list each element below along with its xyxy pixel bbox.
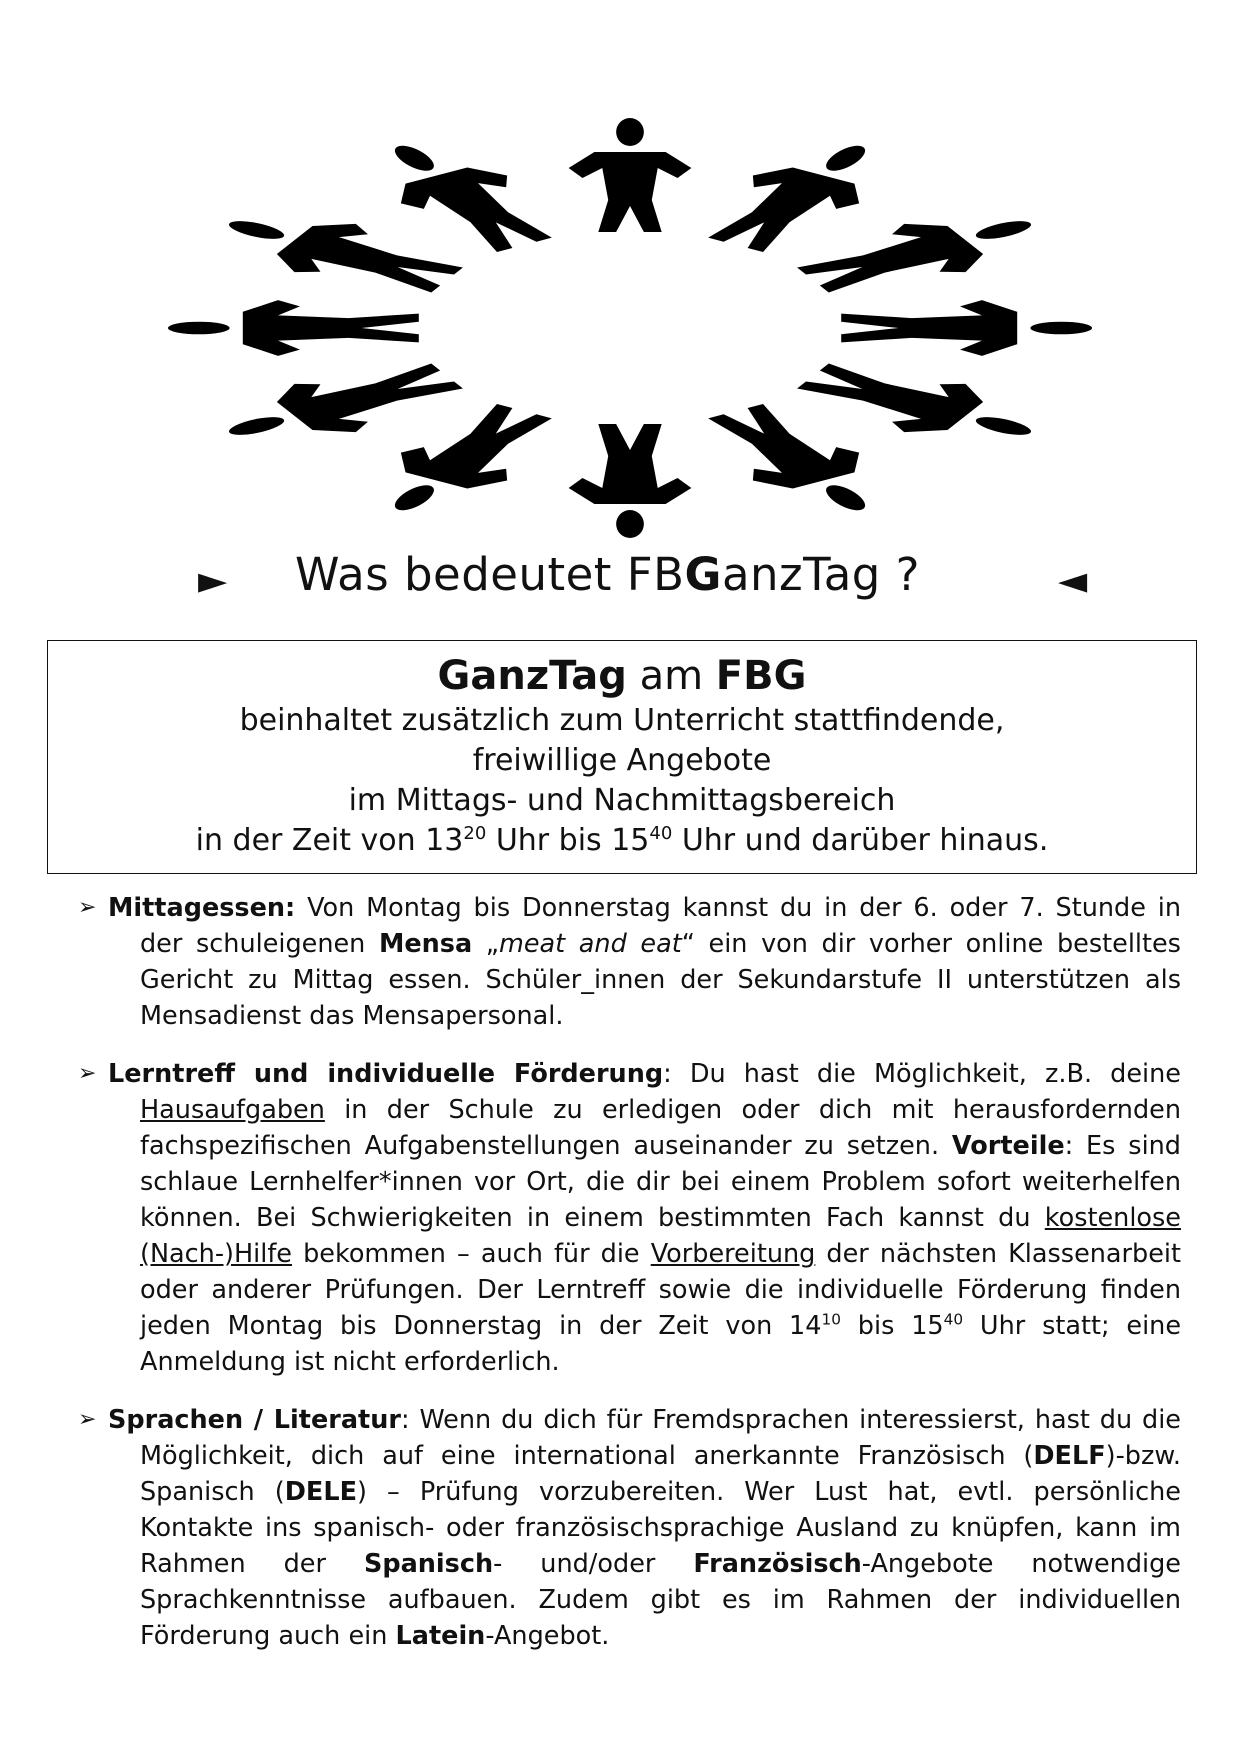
person-figure — [569, 118, 692, 232]
text-run: „ — [472, 929, 500, 959]
box-title-mid: am — [626, 653, 716, 699]
person-figure — [782, 199, 1061, 304]
text-run: : Es sind schlaue Lernhelfer*innen vor Ort, die dir bei einem Problem sofort weiterhelfen können. Bei Schwierigkeiten in einem bestimmten Fach kannst du — [140, 1131, 1181, 1233]
section-text — [108, 1405, 1181, 1651]
bullet-arrow-icon: ➢ — [78, 895, 97, 920]
bold-spanisch: Spanisch — [363, 1549, 494, 1579]
bold-delf: DELF — [1033, 1441, 1106, 1471]
logo — [160, 118, 1100, 538]
time-mid: Uhr bis 15 — [486, 823, 650, 858]
page-title — [295, 548, 920, 601]
text-run: der nächsten Klassenarbeit oder anderer Prüfungen. Der Lerntreff sowie die individuelle Förderung finden jeden Montag bis Donnerstag in der Zeit von 14 — [140, 1239, 1181, 1341]
heading — [0, 548, 1240, 628]
text-run: Von Montag bis Donnerstag kannst du in der 6. oder 7. Stunde in der schuleigenen — [140, 893, 1181, 959]
box-line-3: im Mittags- und Nachmittagsbereich — [348, 783, 896, 818]
box-title — [48, 651, 1196, 701]
section-heading: Mittagessen: — [108, 893, 296, 923]
italic-meat-and-eat: meat and eat — [499, 929, 682, 959]
person-figure — [346, 397, 578, 524]
text-run: - und/oder — [493, 1549, 694, 1579]
section-text — [108, 893, 1181, 1031]
time-sup-start: 10 — [821, 1310, 841, 1329]
sections-list — [78, 890, 1181, 1676]
section-text — [108, 1059, 1182, 1377]
triangle-right-icon: ► — [198, 558, 228, 602]
text-run: Uhr statt; eine Anmeldung ist nicht erforderlich. — [140, 1311, 1182, 1377]
person-figure — [682, 132, 914, 259]
box-line-2: freiwillige Angebote — [472, 743, 772, 778]
underline-kostenlose: kostenlose — [1044, 1203, 1181, 1233]
text-run: -Angebot. — [485, 1621, 610, 1651]
bold-vorteile: Vorteile — [951, 1131, 1065, 1161]
box-line-1: beinhaltet zusätzlich zum Unterricht stattfindende, — [239, 703, 1005, 738]
text-run: “ ein von dir vorher online bestelltes Gericht zu Mittag essen. Schüler_innen der Sekundarstufe II unterstützen als Mensadienst das Mensapersonal. — [140, 929, 1181, 1031]
time-post: Uhr und darüber hinaus. — [672, 823, 1049, 858]
time-sup-start: 20 — [463, 823, 487, 844]
box-title-ganztag: GanzTag — [437, 653, 627, 699]
logo-circle-of-people — [160, 118, 1100, 538]
section-lerntreff — [78, 1056, 1181, 1380]
person-figure — [199, 352, 478, 457]
title-post: anzTag ? — [721, 548, 921, 601]
person-figure — [199, 199, 478, 304]
text-run: in der Schule zu erledigen oder dich mit herausfordernden fachspezifischen Aufgabenstellungen auseinander zu setzen. — [140, 1095, 1181, 1161]
bold-franzoesisch: Französisch — [693, 1549, 862, 1579]
text-run: -Angebote notwendige Sprachkenntnisse aufbauen. Zudem gibt es im Rahmen der individuellen Förderung auch ein — [140, 1549, 1181, 1651]
box-title-fbg: FBG — [715, 653, 807, 699]
bold-latein: Latein — [395, 1621, 486, 1651]
text-run: ) – Prüfung vorzubereiten. Wer Lust hat, evtl. persönliche Kontakte ins spanisch- oder französischsprachige Ausland zu knüpfen, kann im Rahmen der — [140, 1477, 1181, 1579]
title-pre: Was bedeutet FB — [295, 548, 685, 601]
time-pre: in der Zeit von 13 — [195, 823, 464, 858]
text-run: bis 15 — [840, 1311, 944, 1341]
time-sup-end: 40 — [649, 823, 673, 844]
person-figure — [346, 132, 578, 259]
time-sup-end: 40 — [943, 1310, 964, 1329]
box-line-time — [48, 821, 1196, 861]
text-run: )-bzw. Spanisch ( — [140, 1441, 1181, 1507]
triangle-left-icon: ◄ — [1058, 558, 1088, 602]
person-figure — [569, 424, 692, 538]
text-run: : Wenn du dich für Fremdsprachen interessierst, hast du die Möglichkeit, dich auf eine international anerkannte Französisch ( — [140, 1405, 1181, 1471]
underline-vorbereitung: Vorbereitung — [650, 1239, 816, 1269]
underline-hausaufgaben: Hausaufgaben — [140, 1095, 325, 1125]
section-mittagessen — [78, 890, 1181, 1034]
bullet-arrow-icon: ➢ — [78, 1407, 97, 1432]
bold-dele: DELE — [284, 1477, 357, 1507]
logo-center — [472, 233, 789, 423]
bullet-arrow-icon: ➢ — [78, 1061, 97, 1086]
person-figure — [168, 300, 419, 356]
person-figure — [782, 352, 1061, 457]
text-run: : Du hast die Möglichkeit, z.B. deine — [663, 1059, 1181, 1089]
bold-mensa: Mensa — [378, 929, 473, 959]
section-sprachen — [78, 1402, 1181, 1654]
section-heading: Lerntreff und individuelle Förderung — [108, 1059, 664, 1089]
intro-box — [47, 640, 1197, 874]
text-run: bekommen – auch für die — [292, 1239, 651, 1269]
underline-nachhilfe: (Nach-)Hilfe — [140, 1239, 292, 1269]
person-figure — [841, 300, 1092, 356]
title-bold: G — [684, 548, 722, 601]
section-heading: Sprachen / Literatur — [108, 1405, 401, 1435]
person-figure — [682, 397, 914, 524]
